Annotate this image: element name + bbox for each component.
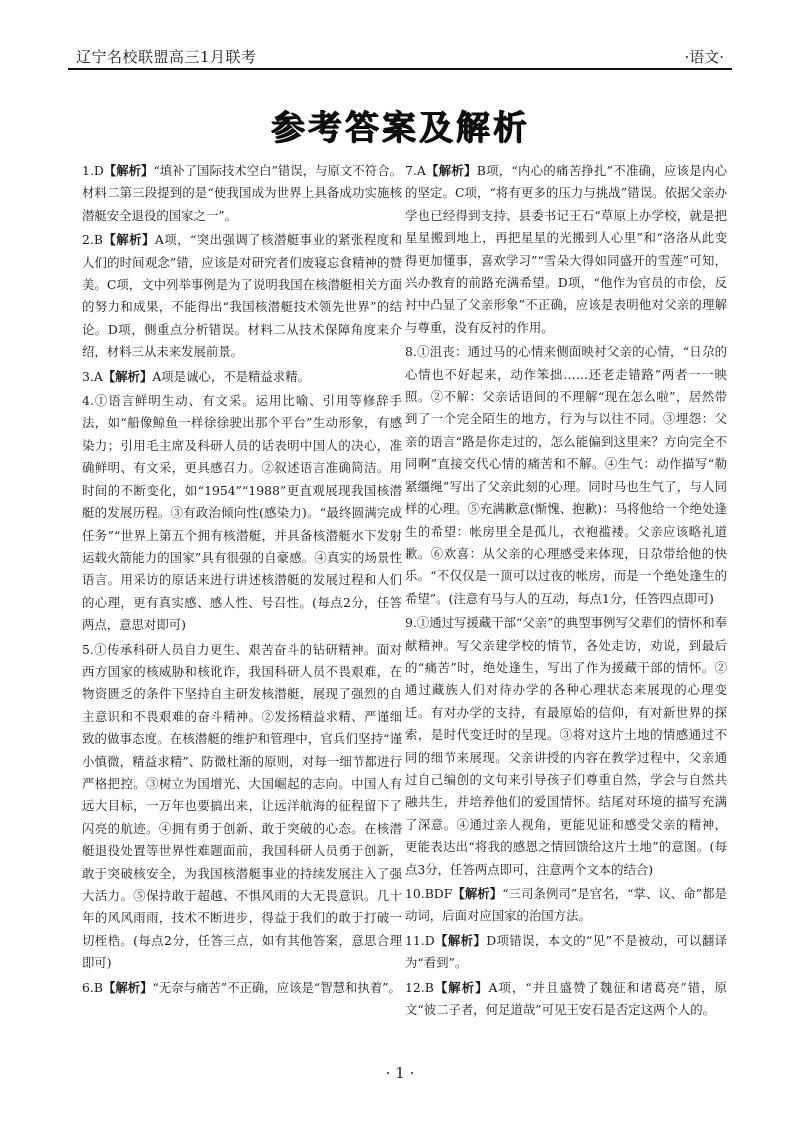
analysis-tag: 【解析】: [103, 163, 154, 178]
answer-number: 1.D: [82, 163, 104, 178]
page-number: · 1 ·: [385, 1064, 415, 1082]
answer-item: [82, 366, 402, 388]
answer-text: ①传承科研人员自力更生、艰苦奋斗的钻研精神。面对西方国家的核威胁和核讹诈，我国科研人员不畏艰难，在物资匮乏的条件下坚持自主研发核潜艇，展现了强烈的自主意识和不畏艰难的奋斗精神。②发扬精益求精、严谨细致的做事态度。在核潜艇的维护和管理中，官兵们坚持“谨小慎微，精益求精”、防微杜渐的原则，对每一细节都进行严格把控。③树立为国增光、大国崛起的志向。中国人有远大目标，一万年也要搞出来，让远洋航海的征程留下了闪亮的航迹。④拥有勇于创新、敢于突破的心态。在核潜艇退役处置等世界性难题面前，我国科研人员勇于创新，敢于突破核安全，为我国核潜艇事业的持续发展注入了强大活力。⑤保持敢于超越、不惧风雨的大无畏意识。几十年的风风雨雨，技术不断进步，得益于我们的敢于打破一切桎梏。(每点2分，任答三点，如有其他答案，意思合理即可): [82, 641, 402, 971]
answer-number: 9.: [405, 615, 417, 631]
answer-text: A项是诚心，不是精益求精。: [152, 368, 310, 384]
answer-item: [405, 341, 727, 610]
answer-text: B项，“内心的痛苦挣扎”不准确，应该是内心的坚定。C项，“将有更多的压力与挑战”错误。依据父亲办学也已经得到支持、县委书记王石“草原上办学校，就是把星星搬到地上，再把星星的光搬到人心里”和“洛洛从此变得更加懂事，喜欢学习”“雪朵大得如同盛开的雪莲”可知，兴办教育的前路充满希望。D项，“他作为官员的市侩，反衬中凸显了父亲形象”不正确，应该是表明他对父亲的理解与尊重，没有反衬的作用。: [405, 163, 727, 335]
answer-number: 12.B: [405, 979, 434, 995]
answer-text: “三司条例司”是官名，“掌、议、命”都是动词，后面对应国家的治国方法。: [405, 886, 727, 924]
right-column: [405, 160, 727, 1023]
analysis-tag: 【解析】: [102, 368, 153, 384]
answer-item: [82, 390, 402, 636]
answer-item: [82, 160, 402, 227]
answer-item: [405, 612, 727, 881]
page-title: 参考答案及解析: [270, 108, 530, 148]
answer-text: ①语言鲜明生动、有文采。运用比喻、引用等修辞手法，如“船像鲸鱼一样徐徐驶出那个平台”生动形象，有感染力；引用毛主席及科研人员的话表明中国人的决心，准确鲜明、有文采，更具感召力。②叙述语言准确简洁。用时间的不断变化，如“1954”“1988”更直观展现我国核潜艇的发展历程。③有政治倾向性(感染力)。“最终圆满完成任务”“世界上第五个拥有核潜艇，并具备核潜艇水下发射运载火箭能力的国家”具有很强的自豪感。④真实的场景性语言。用采访的原话来进行讲述核潜艇的发展过程和人们的心理，更有真实感、感人性、号召性。(每点2分，任答两点，意思对即可): [82, 393, 402, 633]
answer-item: [405, 160, 727, 339]
analysis-tag: 【解析】: [433, 979, 489, 995]
answer-item: [405, 883, 727, 928]
analysis-tag: 【解析】: [434, 932, 487, 948]
exam-title: 辽宁名校联盟高三1月联考: [76, 48, 257, 66]
subject-label: ·语文·: [684, 48, 724, 66]
answer-number: 4.: [82, 393, 94, 409]
answer-number: 6.B: [82, 979, 103, 995]
answer-number: 5.: [82, 641, 94, 657]
answer-number: 3.A: [82, 368, 103, 384]
analysis-tag: 【解析】: [452, 886, 503, 901]
answer-item: [82, 639, 402, 975]
analysis-tag: 【解析】: [102, 232, 155, 248]
answer-text: “无奈与痛苦”不正确，应该是“智慧和执着”。: [152, 979, 401, 995]
title-area: [0, 98, 800, 151]
answer-text: ①沮丧：通过马的心情来侧面映衬父亲的心情，“日尕的心情也不好起来，动作笨拙……还老走错路”两者一一映照。②不解：父亲话语间的不理解“现在怎么啦”，居然带到了一个完全陌生的地方，行为与以往不同。③埋怨：父亲的语言“路是你走过的，怎么能偏到这里来？方向完全不同啊”直接交代心情的痛苦和不解。④生气：动作描写“勒紧缰绳”写出了父亲此刻的心理。同时马也生气了，与人同样的心理。⑤充满歉意(惭愧、抱歉)：马将他给一个绝处逢生的希望：帐房里全是孤儿，衣袍褴褛。父亲应该略礼道歉。⑥欢喜：从父亲的心理感受来体现，日尕带给他的快乐。“不仅仅是一顶可以过夜的帐房，而是一个绝处逢生的希望”。(注意有马与人的互动，每点1分，任答四点即可): [405, 344, 727, 606]
answer-number: 11.D: [405, 932, 435, 948]
answer-item: [82, 977, 402, 999]
analysis-tag: 【解析】: [102, 979, 153, 995]
answer-text: ①通过写援藏干部“父亲”的典型事例写父辈们的情怀和奉献精神。写父亲建学校的情节，各处走访，劝说，到最后的“痛苦”时，绝处逢生，写出了作为援藏干部的情怀。②通过藏族人们对待办学的各种心理状态来展现的心理变迁。有对办学的支持，有最原始的信仰，有对新世界的探索，是时代变迁时的呈现。③将对这片土地的情感通过不同的细节来展现。父亲讲授的内容在教学过程中，父亲通过自己编创的文句来引导孩子们尊重自然，学会与自然共融共生，并培养他们的爱国情怀。结尾对环境的描写充满了深意。④通过亲人视角，更能见证和感受父亲的精神，更能表达出“将我的感恩之情回馈给这片土地”的意图。(每点3分，任答两点即可，注意两个文本的结合): [405, 615, 727, 877]
analysis-tag: 【解析】: [425, 163, 477, 178]
answer-text: D项错误，本文的“见”不是被动，可以翻译为“看到”。: [405, 932, 728, 971]
page-header: [68, 34, 732, 70]
answer-number: 7.A: [405, 163, 426, 178]
left-column: [82, 160, 402, 1001]
answer-item: [82, 229, 402, 363]
answer-text: “填补了国际技术空白”错误，与原文不符合。材料二第三段提到的是“使我国成为世界上具备成功实施核潜艇安全退役的国家之一”。: [82, 163, 403, 223]
answer-number: 10.BDF: [405, 886, 453, 901]
answer-text: A项，“突出强调了核潜艇事业的紧张程度和人们的时间观念”错，应该是对研究者们废寝忘食精神的赞美。C项，文中列举事例是为了说明我国在核潜艇相关方面的努力和成果，不能得出“我国核潜艇技术领先世界”的结论。D项，侧重点分析错误。材料二从技术保障角度来介绍，材料三从未来发展前景。: [82, 232, 402, 360]
answer-item: [405, 977, 727, 1022]
answer-text: A项，“并且盛赞了魏征和诸葛亮”错，原文“彼二子者，何足道哉”可见王安石是否定这两个人的。: [405, 979, 728, 1018]
answer-item: [405, 930, 727, 975]
answer-number: 8.: [405, 344, 417, 360]
answer-number: 2.B: [82, 232, 103, 248]
